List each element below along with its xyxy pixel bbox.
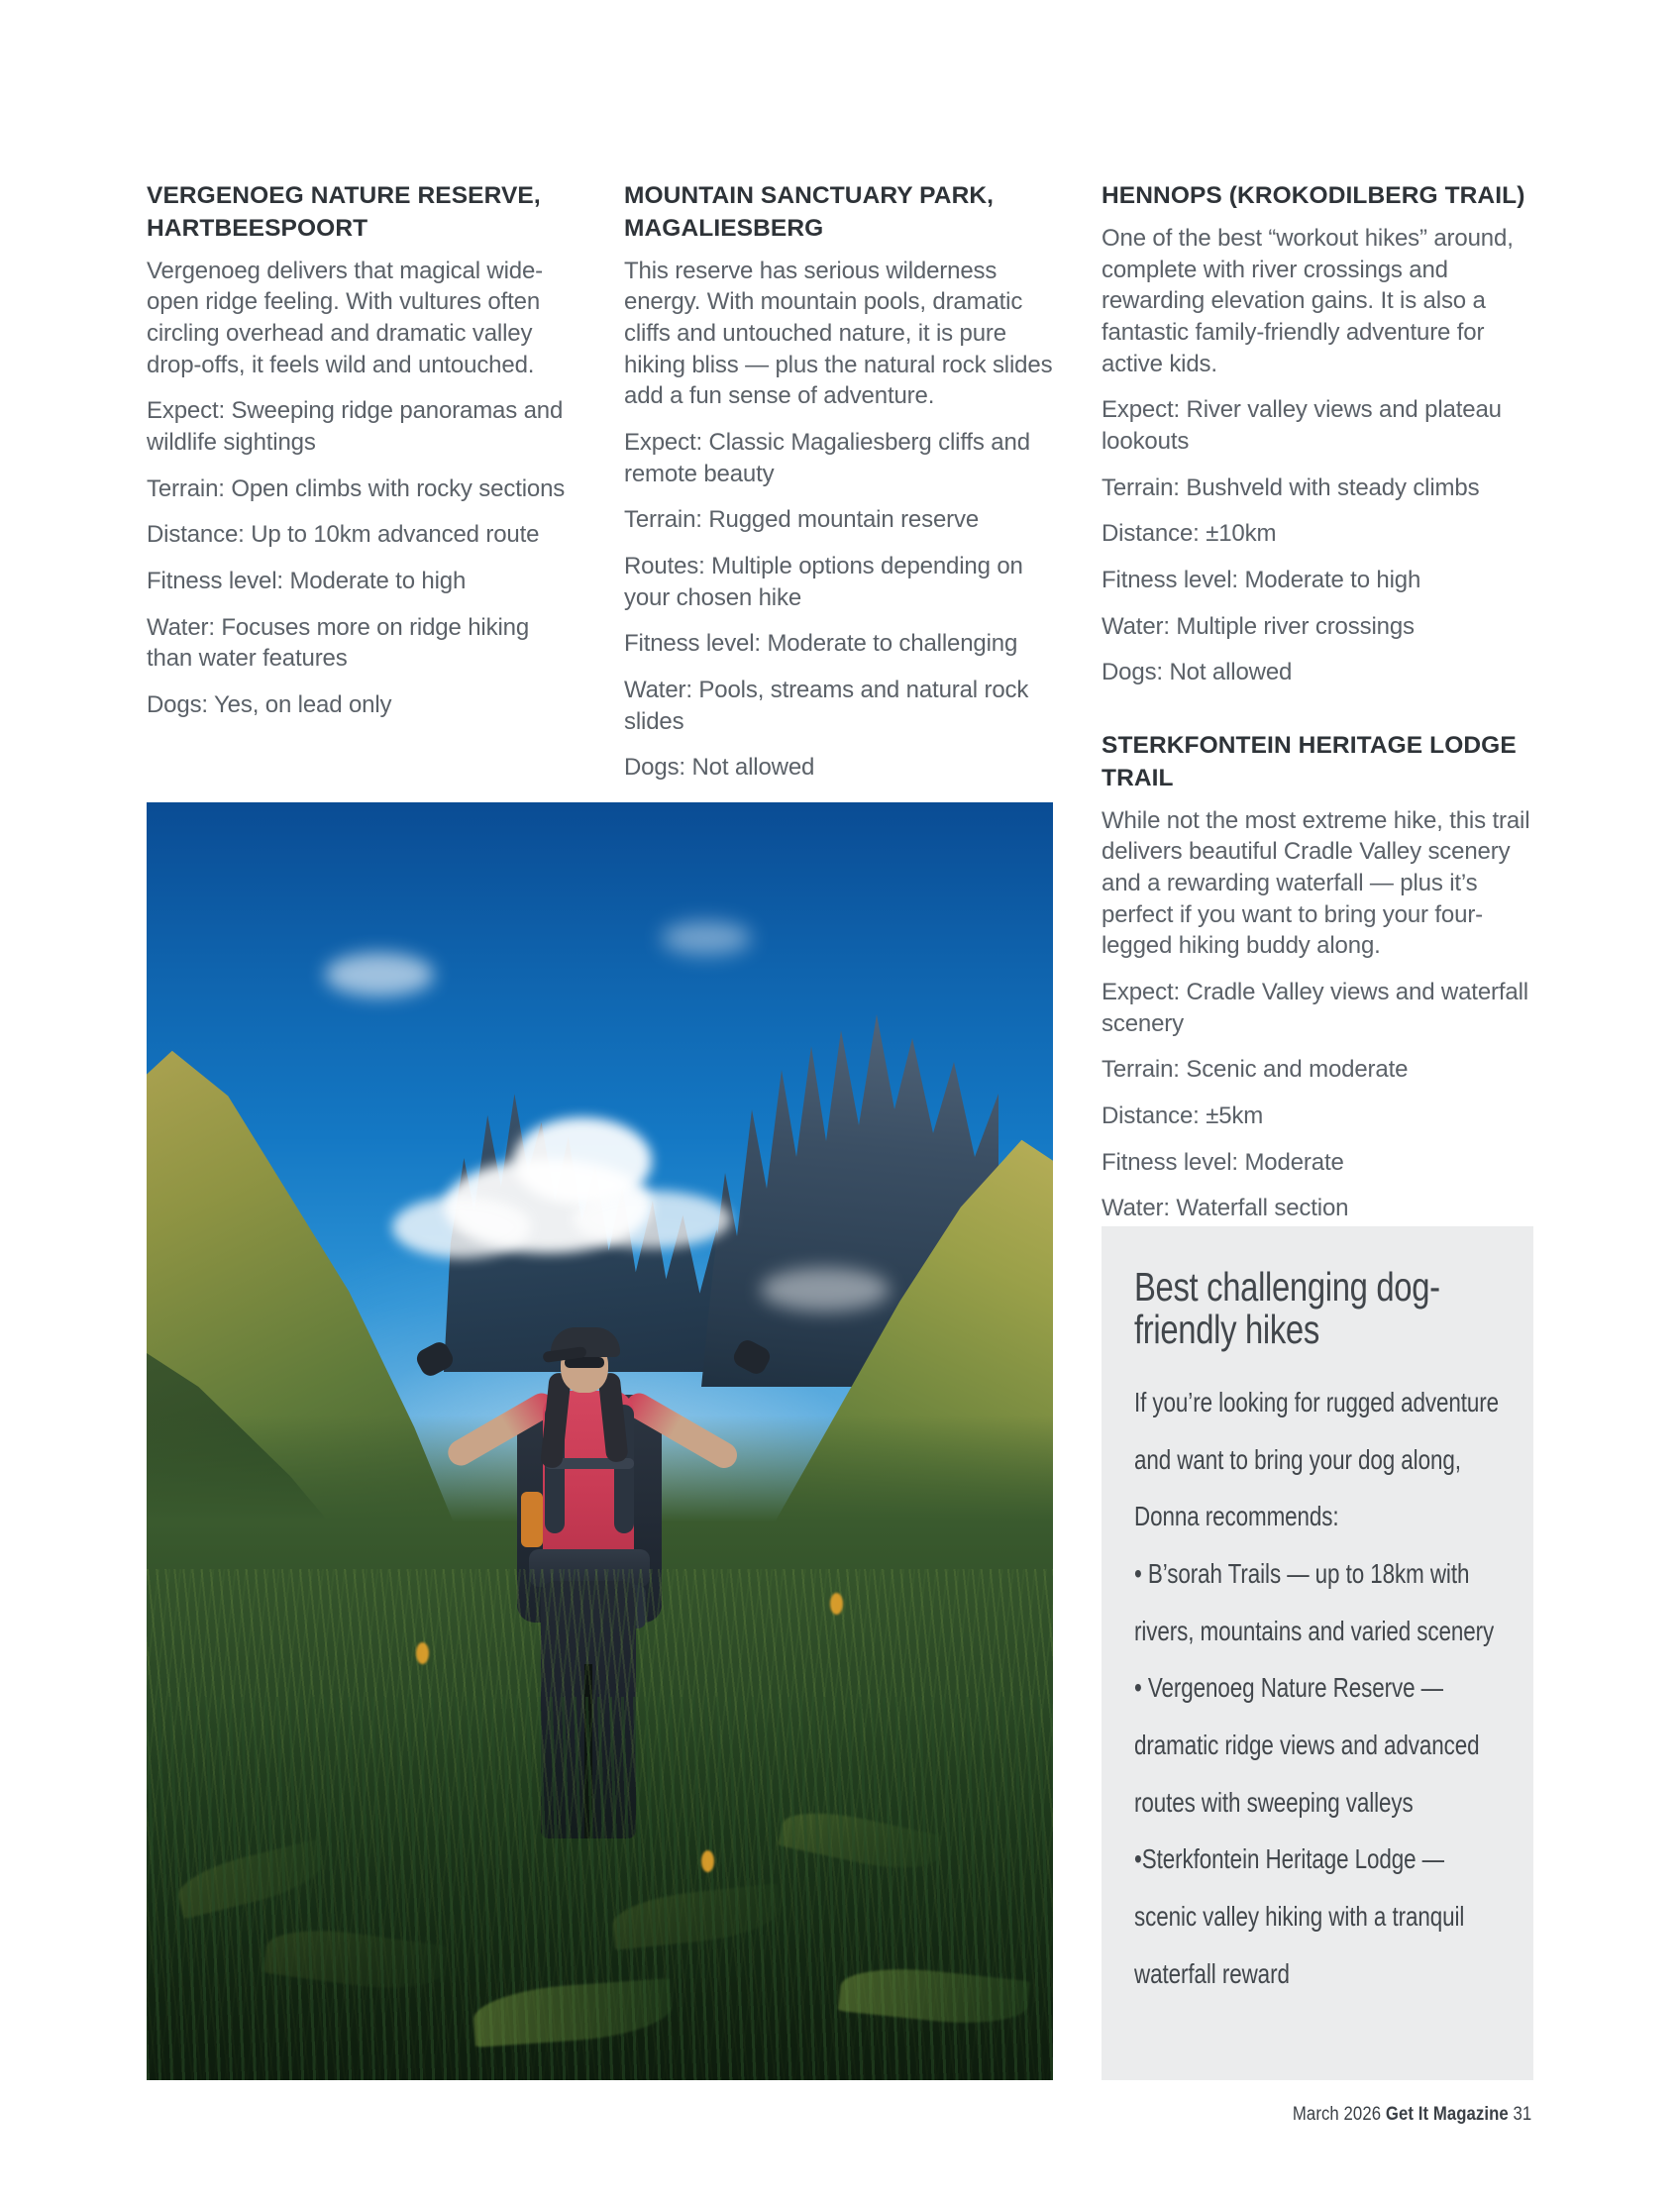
trail-expect-mountain-sanctuary: Expect: Classic Magaliesberg cliffs and remote beauty [624, 429, 1030, 487]
trail-intro-vergenoeg: Vergenoeg delivers that magical wide-open ridge feeling. With vultures often circling overhead and dramatic valley drop-offs, it feels wild and untouched. [147, 257, 544, 378]
photo-canvas [147, 802, 1053, 2080]
trail-heading-sterkfontein: STERKFONTEIN HERITAGE LODGE TRAIL [1102, 731, 1517, 791]
cloud [573, 1191, 731, 1248]
trail-dogs-hennops: Dogs: Not allowed [1102, 659, 1293, 686]
trail-fitness-hennops: Fitness level: Moderate to high [1102, 566, 1421, 593]
trail-intro-hennops: One of the best “workout hikes” around, complete with river crossings and rewarding elevation gains. It is also a fantastic family-friendly adventure for active kids. [1102, 224, 1514, 377]
sidebar-bullet-bsorah: • B’sorah Trails — up to 18km with rivers, mountains and varied scenery [1134, 1557, 1495, 1646]
trail-heading-mountain-sanctuary: MOUNTAIN SANCTUARY PARK, MAGALIESBERG [624, 182, 995, 242]
trail-fitness-vergenoeg: Fitness level: Moderate to high [147, 568, 467, 595]
trail-terrain-vergenoeg: Terrain: Open climbs with rocky sections [147, 474, 566, 502]
trail-distance-vergenoeg: Distance: Up to 10km advanced route [147, 521, 540, 549]
sidebar-bullet-sterkfontein: •Sterkfontein Heritage Lodge — scenic valley hiking with a tranquil waterfall reward [1134, 1843, 1465, 1989]
footer-date: March 2026 [1292, 2104, 1381, 2125]
hiker-photo [147, 802, 1053, 2080]
column-3 [1102, 180, 1532, 1271]
trail-distance-hennops: Distance: ±10km [1102, 520, 1277, 548]
page-footer [1293, 2104, 1531, 2126]
sidebar-intro: If you’re looking for rugged adventure and want to bring your dog along, Donna recommends: [1134, 1386, 1500, 1532]
trail-terrain-sterkfontein: Terrain: Scenic and moderate [1102, 1056, 1409, 1084]
trail-dogs-mountain-sanctuary: Dogs: Not allowed [624, 754, 815, 782]
trail-water-sterkfontein: Water: Waterfall section [1102, 1195, 1349, 1222]
cloud [662, 921, 751, 955]
trail-expect-hennops: Expect: River valley views and plateau lookouts [1102, 396, 1502, 455]
sidebar-box-dog-friendly-hikes [1102, 1226, 1533, 2080]
trail-terrain-hennops: Terrain: Bushveld with steady climbs [1102, 473, 1480, 501]
trail-routes-mountain-sanctuary: Routes: Multiple options depending on your chosen hike [624, 553, 1023, 611]
trail-dogs-vergenoeg: Dogs: Yes, on lead only [147, 691, 392, 719]
sidebar-title: Best challenging dog-friendly hikes [1134, 1264, 1440, 1353]
cloud [392, 1197, 531, 1258]
trail-terrain-mountain-sanctuary: Terrain: Rugged mountain reserve [624, 506, 980, 534]
footer-page-number: 31 [1513, 2104, 1531, 2125]
trail-expect-vergenoeg: Expect: Sweeping ridge panoramas and wildlife sightings [147, 397, 564, 457]
wildflower [416, 1642, 429, 1664]
trail-distance-sterkfontein: Distance: ±5km [1102, 1102, 1264, 1129]
trail-heading-hennops: HENNOPS (KROKODILBERG TRAIL) [1102, 182, 1525, 209]
trail-intro-mountain-sanctuary: This reserve has serious wilderness energy. With mountain pools, dramatic cliffs and untouched nature, it is pure hiking bliss — plus the natural rock slides add a fun sense of adventure. [624, 257, 1053, 410]
hiker-glove-right [730, 1337, 773, 1378]
cloud [325, 953, 434, 997]
trail-water-vergenoeg: Water: Focuses more on ridge hiking than water features [147, 613, 530, 673]
trail-fitness-sterkfontein: Fitness level: Moderate [1102, 1148, 1344, 1176]
sidebar-bullet-vergenoeg: • Vergenoeg Nature Reserve — dramatic ridge views and advanced routes with sweeping valleys [1134, 1672, 1480, 1818]
sidebar-body [1134, 1374, 1501, 2002]
trail-expect-sterkfontein: Expect: Cradle Valley views and waterfall scenery [1102, 978, 1528, 1037]
wildflower [830, 1593, 843, 1615]
water-bottle [521, 1492, 543, 1547]
trail-water-hennops: Water: Multiple river crossings [1102, 612, 1415, 640]
hiker-glove-left [413, 1339, 456, 1380]
trail-heading-vergenoeg: VERGENOEG NATURE RESERVE, HARTBEESPOORT [147, 182, 541, 242]
trail-intro-sterkfontein: While not the most extreme hike, this trail delivers beautiful Cradle Valley scenery and a rewarding waterfall — plus it’s perfect if you want to bring your four-legged hiking buddy along. [1102, 806, 1530, 960]
wildflower [701, 1850, 714, 1872]
trail-fitness-mountain-sanctuary: Fitness level: Moderate to challenging [624, 630, 1018, 658]
trail-water-mountain-sanctuary: Water: Pools, streams and natural rock slides [624, 677, 1029, 735]
footer-publication: Get It Magazine [1385, 2104, 1509, 2125]
